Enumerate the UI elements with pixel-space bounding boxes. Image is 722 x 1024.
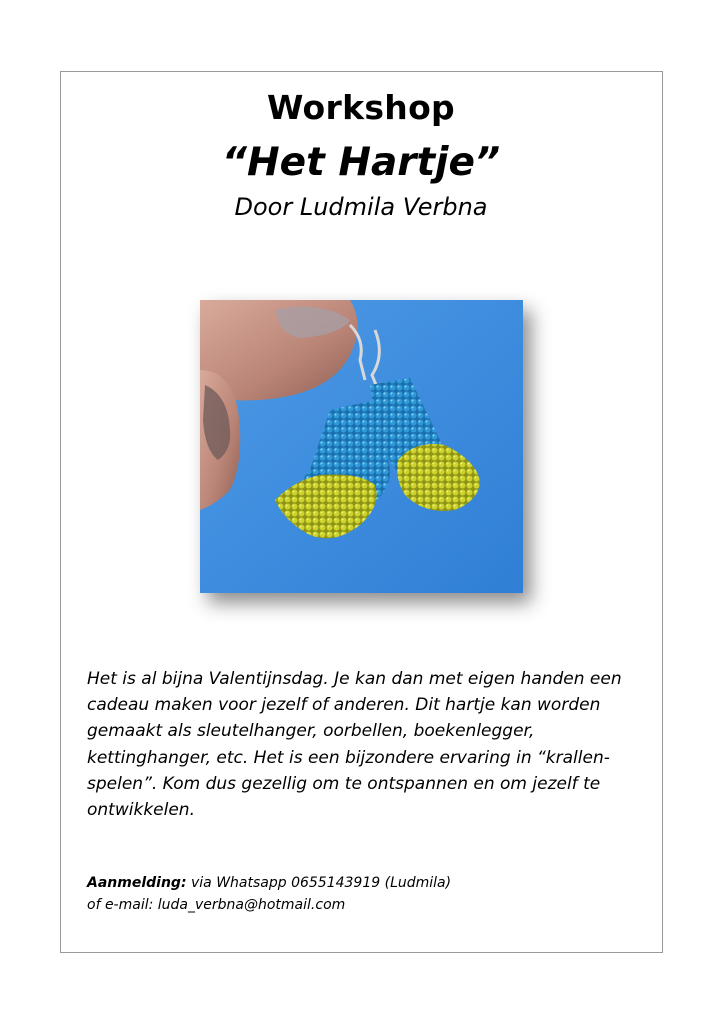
contact-whatsapp: via Whatsapp 0655143919 (Ludmila) <box>186 875 452 891</box>
contact-label: Aanmelding: <box>87 875 187 891</box>
contact-email: of e-mail: luda_verbna@hotmail.com <box>87 897 346 913</box>
workshop-title: “Het Hartje” <box>221 140 501 185</box>
workshop-heading: Workshop <box>267 88 455 127</box>
beaded-heart-earrings-image <box>200 300 523 593</box>
workshop-author: Door Ludmila Verbna <box>234 193 488 221</box>
contact-info <box>87 872 647 916</box>
earrings-photo <box>200 300 523 593</box>
workshop-description: Het is al bijna Valentijnsdag. Je kan dan met eigen handen een cadeau maken voor jezelf of anderen. Dit hartje kan worden gemaakt als sleutelhanger, oorbellen, boekenlegger, kettinghanger, etc. Het is een bijzondere ervaring in “krallen-spelen”. Kom dus gezellig om te ontspannen en om jezelf te ontwikkelen. <box>87 669 622 821</box>
